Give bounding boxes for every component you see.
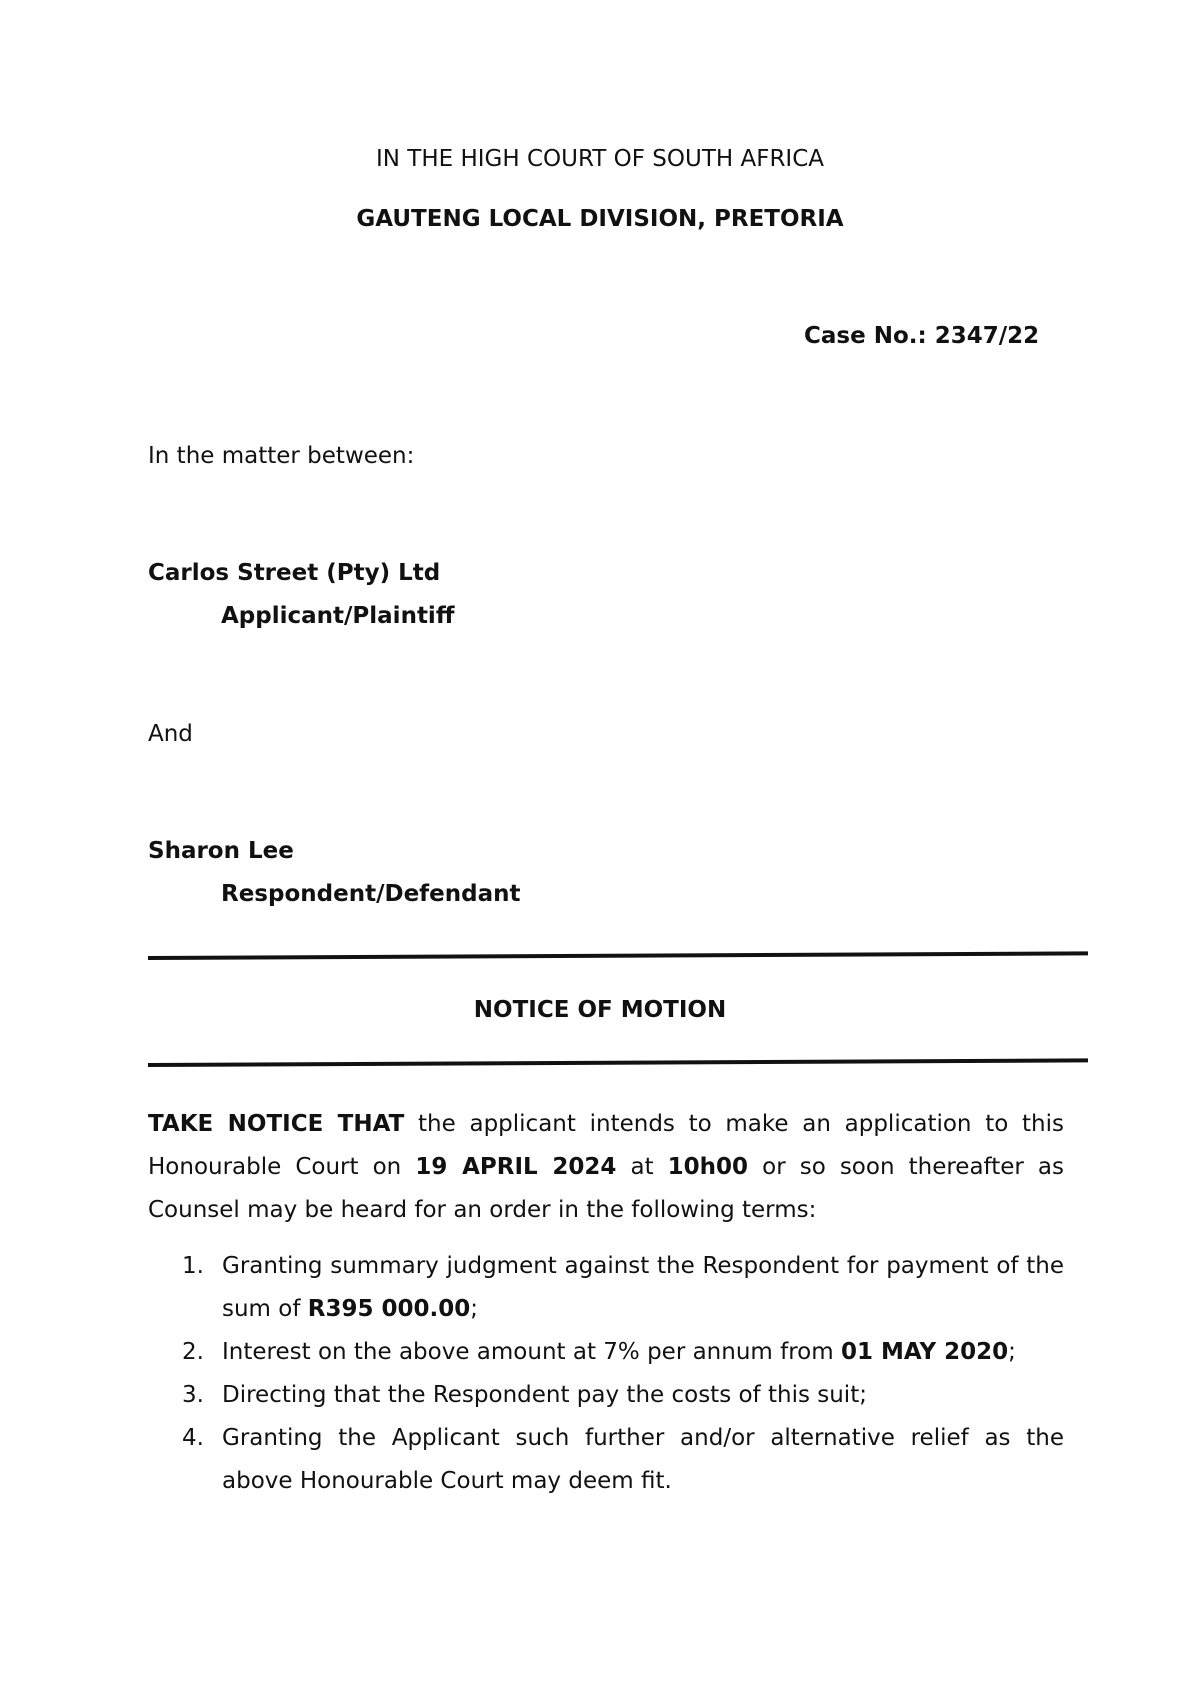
title-rule-bottom bbox=[148, 1058, 1088, 1067]
order-item bbox=[148, 1374, 1064, 1417]
order-item bbox=[148, 1245, 1064, 1331]
order-list bbox=[148, 1245, 1064, 1503]
applicant-role: Applicant/Plaintiff bbox=[221, 603, 455, 629]
document-title: NOTICE OF MOTION bbox=[473, 997, 727, 1023]
court-division: GAUTENG LOCAL DIVISION, PRETORIA bbox=[356, 206, 844, 232]
hearing-date: 19 APRIL 2024 bbox=[415, 1154, 617, 1180]
applicant-name: Carlos Street (Pty) Ltd bbox=[148, 560, 441, 586]
order-number: 3. bbox=[182, 1382, 204, 1408]
order-text: Granting the Applicant such further and/or alternative relief as the above Honourable Court may deem fit. bbox=[222, 1425, 1064, 1494]
case-number-value: 2347/22 bbox=[934, 323, 1040, 349]
court-name: IN THE HIGH COURT OF SOUTH AFRICA bbox=[375, 146, 825, 172]
parties-conjunction: And bbox=[148, 721, 193, 747]
notice-text-3: or so soon thereafter as Counsel may be heard for an order in the following terms: bbox=[148, 1154, 1064, 1223]
order-number: 2. bbox=[182, 1339, 204, 1365]
respondent-role: Respondent/Defendant bbox=[221, 881, 521, 907]
notice-text-2: at bbox=[616, 1154, 668, 1180]
title-rule-top bbox=[148, 951, 1088, 960]
order-text-end: ; bbox=[470, 1296, 478, 1322]
notice-text-1: the applicant intends to make an application to this Honourable Court on bbox=[148, 1111, 1064, 1180]
order-item bbox=[148, 1417, 1064, 1503]
respondent-name: Sharon Lee bbox=[148, 838, 294, 864]
order-interest-date: 01 MAY 2020 bbox=[840, 1339, 1009, 1365]
order-text-end: ; bbox=[1008, 1339, 1016, 1365]
order-text: Granting summary judgment against the Respondent for payment of the sum of bbox=[222, 1253, 1064, 1322]
matter-intro: In the matter between: bbox=[148, 443, 415, 469]
case-number-label: Case No.: bbox=[804, 323, 927, 349]
notice-lead: TAKE NOTICE THAT bbox=[148, 1111, 405, 1137]
order-text: Directing that the Respondent pay the costs of this suit; bbox=[222, 1382, 867, 1408]
order-number: 1. bbox=[182, 1253, 204, 1279]
order-number: 4. bbox=[182, 1425, 204, 1451]
notice-paragraph bbox=[148, 1103, 1064, 1232]
order-amount: R395 000.00 bbox=[307, 1296, 471, 1322]
order-text: Interest on the above amount at 7% per annum from bbox=[222, 1339, 841, 1365]
order-item bbox=[148, 1331, 1064, 1374]
hearing-time: 10h00 bbox=[667, 1154, 749, 1180]
case-number bbox=[804, 323, 1039, 349]
